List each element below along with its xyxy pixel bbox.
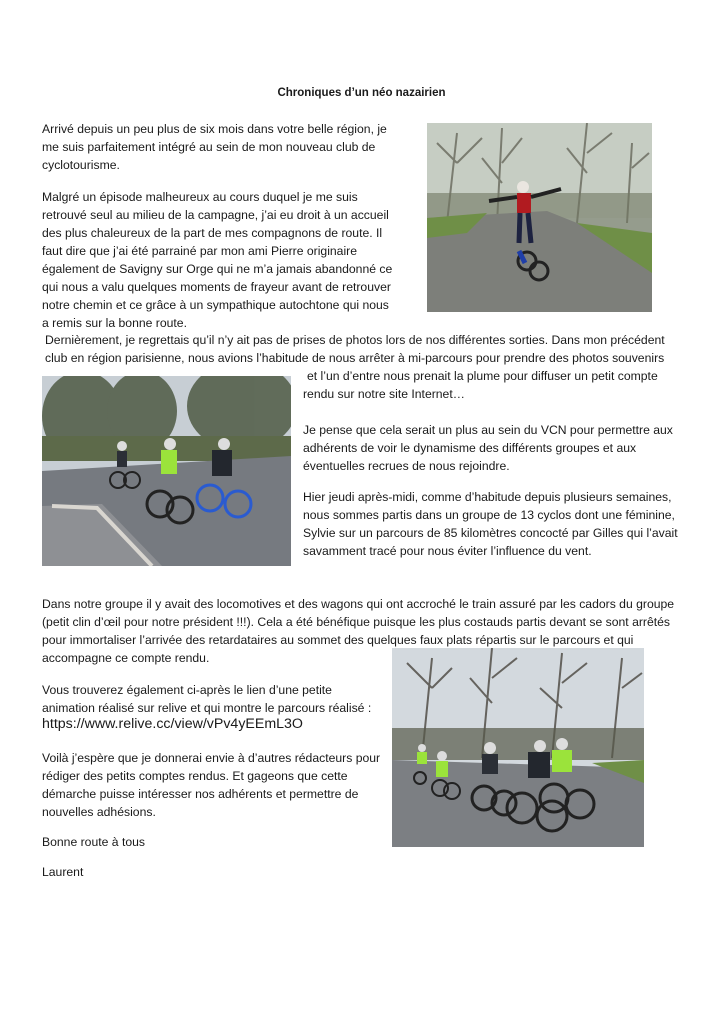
- paragraph-5: Hier jeudi après-midi, comme d’habitude depuis plusieurs semaines, nous sommes partis dans un groupe de 13 cyclos dont une féminine, Sylvie sur un parcours de 85 kilomètres concocté par Gilles qui l’avait savamment tracé pour nous éviter l’influence du vent.: [303, 490, 678, 558]
- paragraph-2: Malgré un épisode malheureux au cours duquel je me suis retrouvé seul au milieu de la campagne, j’ai eu droit à un accueil des plus chaleureux de la part de mes compagnons de route. Il faut dire que j’ai été parrainé par mon ami Pierre originaire également de Savigny sur Orge qui ne m’a jamais abandonné ce qui nous a valu quelques moments de frayeur avant de retrouver notre chemin et ce grâce à un sympathique autochtone qui nous a remis sur la bonne route.: [42, 190, 393, 330]
- signature: Laurent: [42, 865, 84, 879]
- photo-cyclist-arms-raised: [427, 123, 652, 312]
- article-title: Chroniques d’un néo nazairien: [277, 87, 446, 99]
- paragraph-3-line-1: Dernièrement, je regrettais qu’il n’y ait pas de prises de photos lors de nos différentes sorties. Dans mon précédent: [45, 333, 665, 347]
- photo-group-climbing: [392, 648, 644, 847]
- paragraph-8: Voilà j’espère que je donnerai envie à d’autres rédacteurs pour rédiger des petits comptes rendus. Et gageons que cette démarche puisse intéresser nos adhérents et permettre de nouvelles adhésions.: [42, 751, 381, 819]
- relive-link[interactable]: https://www.relive.cc/view/vPv4yEEmL3O: [42, 716, 303, 732]
- paragraph-6: Dans notre groupe il y avait des locomotives et des wagons qui ont accroché le train assuré par les cadors du groupe (petit clin d’œil pour notre président !!!). Cela a été bénéfique puisque les plus costauds partis devant se sont arrêtés pour immortaliser l’arrivée des retardataires au sommet des quelques faux plats répartis sur le parcours et qui accompagne ce compte rendu.: [42, 597, 675, 665]
- paragraph-3-line-2: club en région parisienne, nous avions l’habitude de nous arrêter à mi-parcours pour prendre des photos souvenirs: [45, 351, 665, 365]
- paragraph-7: Vous trouverez également ci-après le lien d’une petite animation réalisé sur relive et qui montre le parcours réalisé :: [42, 683, 372, 715]
- closing-line: Bonne route à tous: [42, 835, 145, 849]
- paragraph-3-rest: et l’un d’entre nous prenait la plume pour diffuser un petit compte rendu sur notre site Internet…: [303, 369, 658, 401]
- paragraph-1: Arrivé depuis un peu plus de six mois dans votre belle région, je me suis parfaitement intégré au sein de mon nouveau club de cyclotourisme.: [42, 122, 387, 172]
- photo-group-riding: [42, 376, 291, 566]
- paragraph-4: Je pense que cela serait un plus au sein du VCN pour permettre aux adhérents de voir le dynamisme des différents groupes et aux éventuelles recrues de nous rejoindre.: [303, 423, 673, 473]
